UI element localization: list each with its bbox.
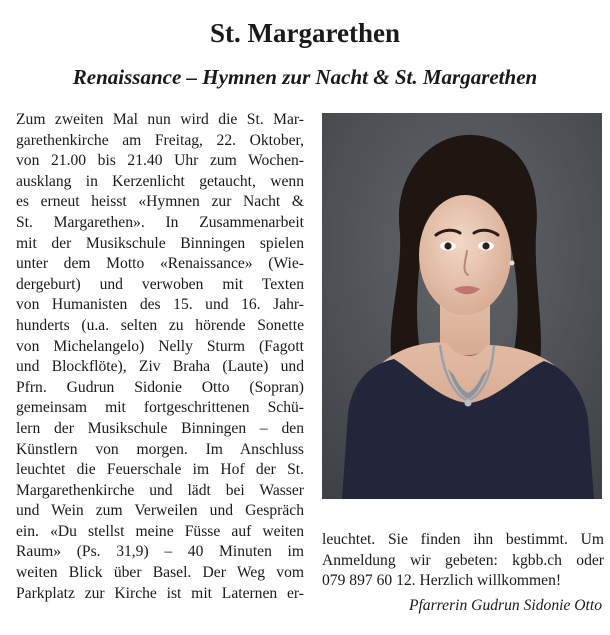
body-line: hunderts (u.a. selten zu hörende Sonette — [16, 316, 304, 334]
body-line: Künstlern von morgen. Im Anschluss — [16, 440, 304, 458]
portrait-photo — [322, 113, 602, 499]
article-title: St. Margarethen — [210, 18, 400, 48]
article-body-right-column — [322, 530, 604, 592]
body-line: garethenkirche am Freitag, 22. Oktober, — [16, 131, 304, 149]
body-line: und Wein zum Verweilen und Gespräch — [16, 502, 304, 520]
body-line: unter dem Motto «Renaissance» (Wie- — [16, 255, 304, 273]
body-line: ausklang in Kerzenlicht getaucht, wenn — [16, 172, 304, 190]
body-line: Raum» (Ps. 31,9) – 40 Minuten im — [16, 543, 304, 561]
body-line: Margarethenkirche und lädt bei Wasser — [16, 481, 304, 499]
article-subtitle: Renaissance – Hymnen zur Nacht & St. Margarethen — [72, 65, 538, 89]
body-line: von Humanisten des 15. und 16. Jahr- — [16, 296, 304, 314]
body-line: weiten Blick über Basel. Der Weg vom — [16, 564, 304, 582]
body-line: dergeburt) und verwoben mit Texten — [16, 275, 304, 293]
article-body-left-column — [16, 110, 304, 604]
body-line: Pfrn. Gudrun Sidonie Otto (Sopran) — [16, 378, 304, 396]
body-line: leuchtet. Sie finden ihn bestimmt. Um — [322, 531, 604, 548]
body-line: und Blockflöte), Ziv Braha (Laute) und — [16, 358, 304, 376]
body-line: Anmeldung wir gebeten: kgbb.ch oder — [322, 551, 604, 569]
body-line: von 21.00 bis 21.40 Uhr zum Wochen- — [16, 152, 304, 170]
portrait-illustration — [322, 113, 602, 499]
body-line: es erneut heisst «Hymnen zur Nacht & — [16, 193, 304, 211]
body-line: ein. «Du stellst meine Füsse auf weiten — [16, 522, 304, 540]
body-line: leuchtet die Feuerschale im Hof der St. — [16, 461, 304, 479]
body-line: 079 897 60 12. Herzlich willkommen! — [322, 572, 562, 590]
body-line: Zum zweiten Mal nun wird die St. Mar- — [16, 111, 304, 128]
body-line: St. Margarethen». In Zusammenarbeit — [16, 213, 304, 231]
author-signature: Pfarrerin Gudrun Sidonie Otto — [408, 597, 602, 614]
body-line: lern der Musikschule Binningen – den — [16, 419, 304, 437]
body-line: Parkplatz zur Kirche ist mit Laternen er- — [16, 584, 304, 602]
body-line: von Michelangelo) Nelly Sturm (Fagott — [16, 337, 304, 355]
body-line: gemeinsam mit fortgeschrittenen Schü- — [16, 399, 304, 417]
body-line: mit der Musikschule Binningen spielen — [16, 234, 304, 252]
